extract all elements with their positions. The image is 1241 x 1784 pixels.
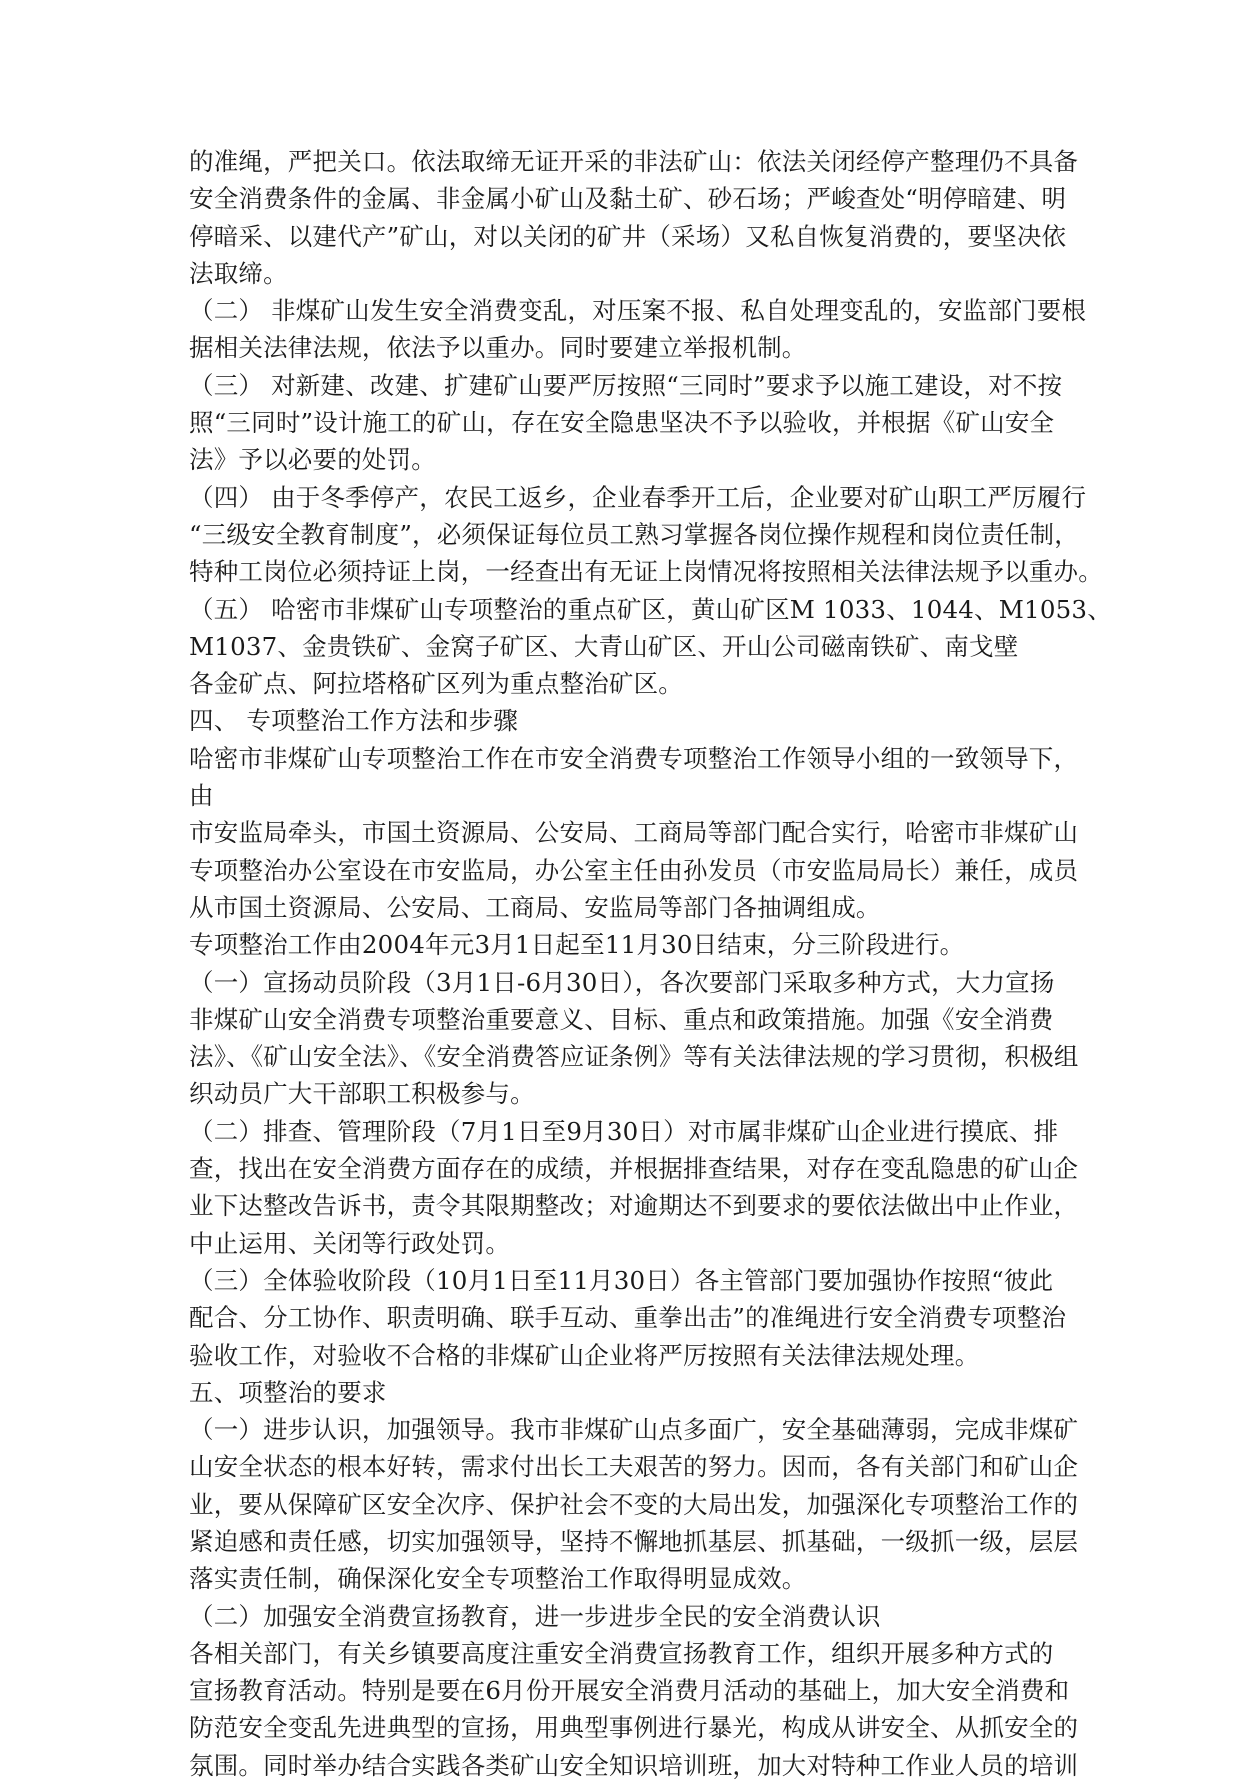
text-line: 据相关法律法规，依法予以重办。同时要建立举报机制。	[189, 333, 807, 363]
text-line: 停暗采、以建代产”矿山，对以关闭的矿井（采场）又私自恢复消费的，要坚决依	[189, 221, 1067, 251]
text-line: 专项整治办公室设在市安监局，办公室主任由孙发员（市安监局局长）兼任，成员	[189, 855, 1079, 885]
text-line: 从市国土资源局、公安局、工商局、安监局等部门各抽调组成。	[189, 892, 881, 922]
text-line: 验收工作，对验收不合格的非煤矿山企业将严厉按照有关法律法规处理。	[189, 1340, 980, 1370]
text-line: 业，要从保障矿区安全次序、保护社会不变的大局出发，加强深化专项整治工作的	[189, 1489, 1079, 1519]
text-line: 由	[189, 781, 214, 811]
text-line: 落实责任制，确保深化安全专项整治工作取得明显成效。	[189, 1564, 807, 1594]
text-line: （三）全体验收阶段（10月1日至11月30日）各主管部门要加强协作按照“彼此	[189, 1265, 1054, 1295]
text-line: 照“三同时”设计施工的矿山，存在安全隐患坚决不予以验收，并根据《矿山安全	[189, 408, 1055, 438]
text-line: （二）加强安全消费宣扬教育，进一步进步全民的安全消费认识	[189, 1601, 881, 1631]
text-line: （三） 对新建、改建、扩建矿山要严厉按照“三同时”要求予以施工建设，对不按	[189, 370, 1063, 400]
text-line: （四） 由于冬季停产，农民工返乡，企业春季开工后，企业要对矿山职工严厉履行	[189, 482, 1087, 512]
text-line: 安全消费条件的金属、非金属小矿山及黏土矿、砂石场；严峻查处“明停暗建、明	[189, 184, 1067, 214]
text-line: 法》、《矿山安全法》、《安全消费答应证条例》等有关法律法规的学习贯彻，积极组	[189, 1042, 1079, 1072]
text-line: 各相关部门，有关乡镇要高度注重安全消费宣扬教育工作，组织开展多种方式的	[189, 1638, 1054, 1668]
text-line: 特种工岗位必须持证上岗，一经查出有无证上岗情况将按照相关法律法规予以重办。	[189, 557, 1103, 587]
text-line: 防范安全变乱先进典型的宣扬，用典型事例进行暴光，构成从讲安全、从抓安全的	[189, 1713, 1079, 1743]
text-line: 氛围。同时举办结合实践各类矿山安全知识培训班，加大对特种工作业人员的培训	[189, 1750, 1079, 1780]
text-line: （一）进步认识，加强领导。我市非煤矿山点多面广，安全基础薄弱，完成非煤矿	[189, 1415, 1079, 1445]
text-line: 市安监局牵头，市国土资源局、公安局、工商局等部门配合实行，哈密市非煤矿山	[189, 818, 1079, 848]
text-line: 非煤矿山安全消费专项整治重要意义、目标、重点和政策措施。加强《安全消费	[189, 1004, 1054, 1034]
text-line: M1037、金贵铁矿、金窝子矿区、大青山矿区、开山公司磁南铁矿、南戈壁	[189, 631, 1019, 661]
text-line: （五） 哈密市非煤矿山专项整治的重点矿区，黄山矿区M 1033、1044、M1053、	[189, 594, 1112, 624]
text-line: 山安全状态的根本好转，需求付出长工夫艰苦的努力。因而，各有关部门和矿山企	[189, 1452, 1079, 1482]
text-line: “三级安全教育制度”，必须保证每位员工熟习掌握各岗位操作规程和岗位责任制，	[189, 519, 1079, 549]
text-line: 业下达整改告诉书，责令其限期整改；对逾期达不到要求的要依法做出中止作业，	[189, 1191, 1079, 1221]
text-line: 的准绳，严把关口。依法取缔无证开采的非法矿山：依法关闭经停产整理仍不具备	[189, 147, 1079, 176]
text-line: 紧迫感和责任感，切实加强领导，坚持不懈地抓基层、抓基础，一级抓一级，层层	[189, 1526, 1079, 1556]
text-line: 专项整治工作由2004年元3月1日起至11月30日结束，分三阶段进行。	[189, 930, 965, 960]
text-line: 法》予以必要的处罚。	[189, 445, 436, 475]
text-line: 法取缔。	[189, 258, 288, 288]
text-line: 织动员广大干部职工积极参与。	[189, 1079, 535, 1109]
section-heading: 五、项整治的要求	[189, 1377, 387, 1407]
text-line: （二）排查、管理阶段（7月1日至9月30日）对市属非煤矿山企业进行摸底、排	[189, 1116, 1059, 1146]
text-line: 中止运用、关闭等行政处罚。	[189, 1228, 511, 1258]
text-line: 配合、分工协作、职责明确、联手互动、重拳出击”的准绳进行安全消费专项整治	[189, 1303, 1067, 1333]
text-line: 宣扬教育活动。特别是要在6月份开展安全消费月活动的基础上，加大安全消费和	[189, 1676, 1070, 1706]
document-body	[189, 143, 1112, 1784]
text-line: 各金矿点、阿拉塔格矿区列为重点整治矿区。	[189, 669, 683, 699]
text-line: 查，找出在安全消费方面存在的成绩，并根据排查结果，对存在变乱隐患的矿山企	[189, 1154, 1079, 1184]
text-line: （二） 非煤矿山发生安全消费变乱，对压案不报、私自处理变乱的，安监部门要根	[189, 296, 1087, 326]
text-line: （一）宣扬动员阶段（3月1日-6月30日），各次要部门采取多种方式，大力宣扬	[189, 967, 1055, 997]
text-line: 哈密市非煤矿山专项整治工作在市安全消费专项整治工作领导小组的一致领导下，	[189, 743, 1079, 773]
section-heading: 四、 专项整治工作方法和步骤	[189, 706, 519, 736]
